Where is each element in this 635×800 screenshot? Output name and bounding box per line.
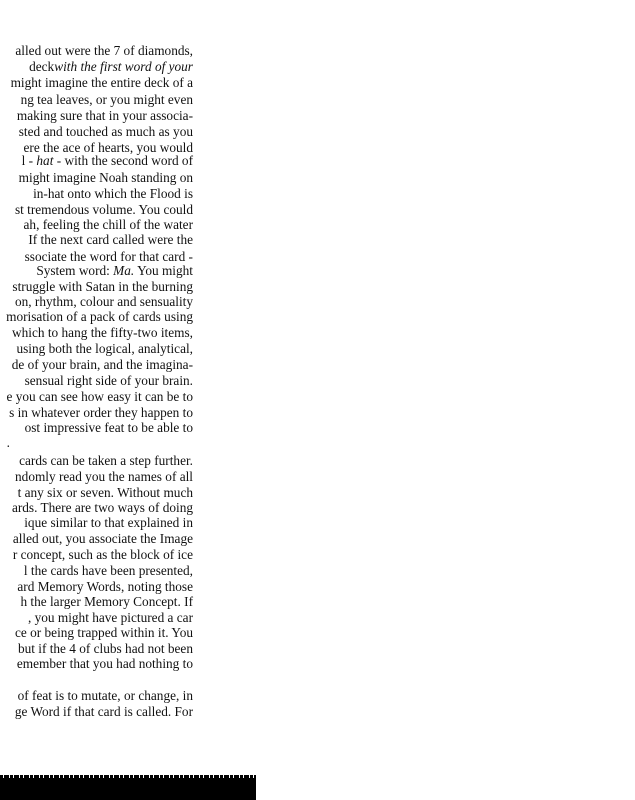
text-line: , you might have pictured a car: [27, 610, 193, 625]
text-line: which to hang the fifty-two items,: [12, 325, 193, 340]
text-line: ere the ace of hearts, you would: [23, 140, 193, 155]
text-line: deckwith the first word of your: [29, 59, 193, 74]
text-line: ah, feeling the chill of the water: [23, 217, 193, 232]
text-line: but if the 4 of clubs had not been: [17, 641, 193, 656]
text-line: making sure that in your associa-: [16, 108, 193, 123]
text-line: might imagine Noah standing on: [18, 170, 193, 185]
text-line: .: [6, 435, 10, 450]
text-line: sensual right side of your brain.: [24, 373, 193, 388]
text-line: morisation of a pack of cards using: [6, 309, 193, 324]
text-line: r concept, such as the block of ice: [12, 547, 193, 562]
text-line: ge Word if that card is called. For: [14, 704, 193, 719]
text-line: struggle with Satan in the burning: [12, 279, 193, 294]
text-line: ique similar to that explained in: [24, 515, 193, 530]
text-line: ost impressive feat to be able to: [24, 420, 193, 435]
text-line: emember that you had nothing to: [16, 656, 193, 671]
italic-word: hat: [36, 153, 54, 168]
text-line: de of your brain, and the imagina-: [11, 357, 193, 372]
text-line: sted and touched as much as you: [18, 124, 193, 139]
text-line: st tremendous volume. You could: [14, 202, 193, 217]
italic-word: Ma.: [113, 263, 135, 278]
text-line: h the larger Memory Concept. If: [20, 594, 193, 609]
text-line: using both the logical, analytical,: [16, 341, 193, 356]
italic-word: with the first word of your: [54, 59, 193, 74]
text-line: on, rhythm, colour and sensuality: [14, 294, 193, 309]
text-line: ce or being trapped within it. You: [14, 625, 193, 640]
text-line: ard Memory Words, noting those: [17, 579, 193, 594]
text-line: t any six or seven. Without much: [17, 485, 193, 500]
text-line: alled out, you associate the Image: [12, 531, 193, 546]
text-line: s in whatever order they happen to: [9, 405, 193, 420]
text-line: ards. There are two ways of doing: [11, 500, 193, 515]
text-line: alled out were the 7 of diamonds,: [15, 43, 193, 58]
text-line: System word: Ma. You might: [36, 263, 193, 278]
scan-black-border: [0, 778, 256, 800]
text-line: might imagine the entire deck of a: [10, 75, 193, 90]
text-line: of feat is to mutate, or change, in: [17, 688, 193, 703]
text-line: in-hat onto which the Flood is: [33, 186, 193, 201]
text-line: ng tea leaves, or you might even: [20, 92, 193, 107]
text-line: ndomly read you the names of all: [15, 469, 193, 484]
text-line: l the cards have been presented,: [23, 563, 193, 578]
text-line: e you can see how easy it can be to: [6, 389, 193, 404]
text-line: cards can be taken a step further.: [19, 453, 193, 468]
text-line: If the next card called were the: [28, 232, 193, 247]
text-line: ssociate the word for that card -: [24, 249, 193, 264]
text-line: l - hat - with the second word of: [21, 153, 193, 168]
